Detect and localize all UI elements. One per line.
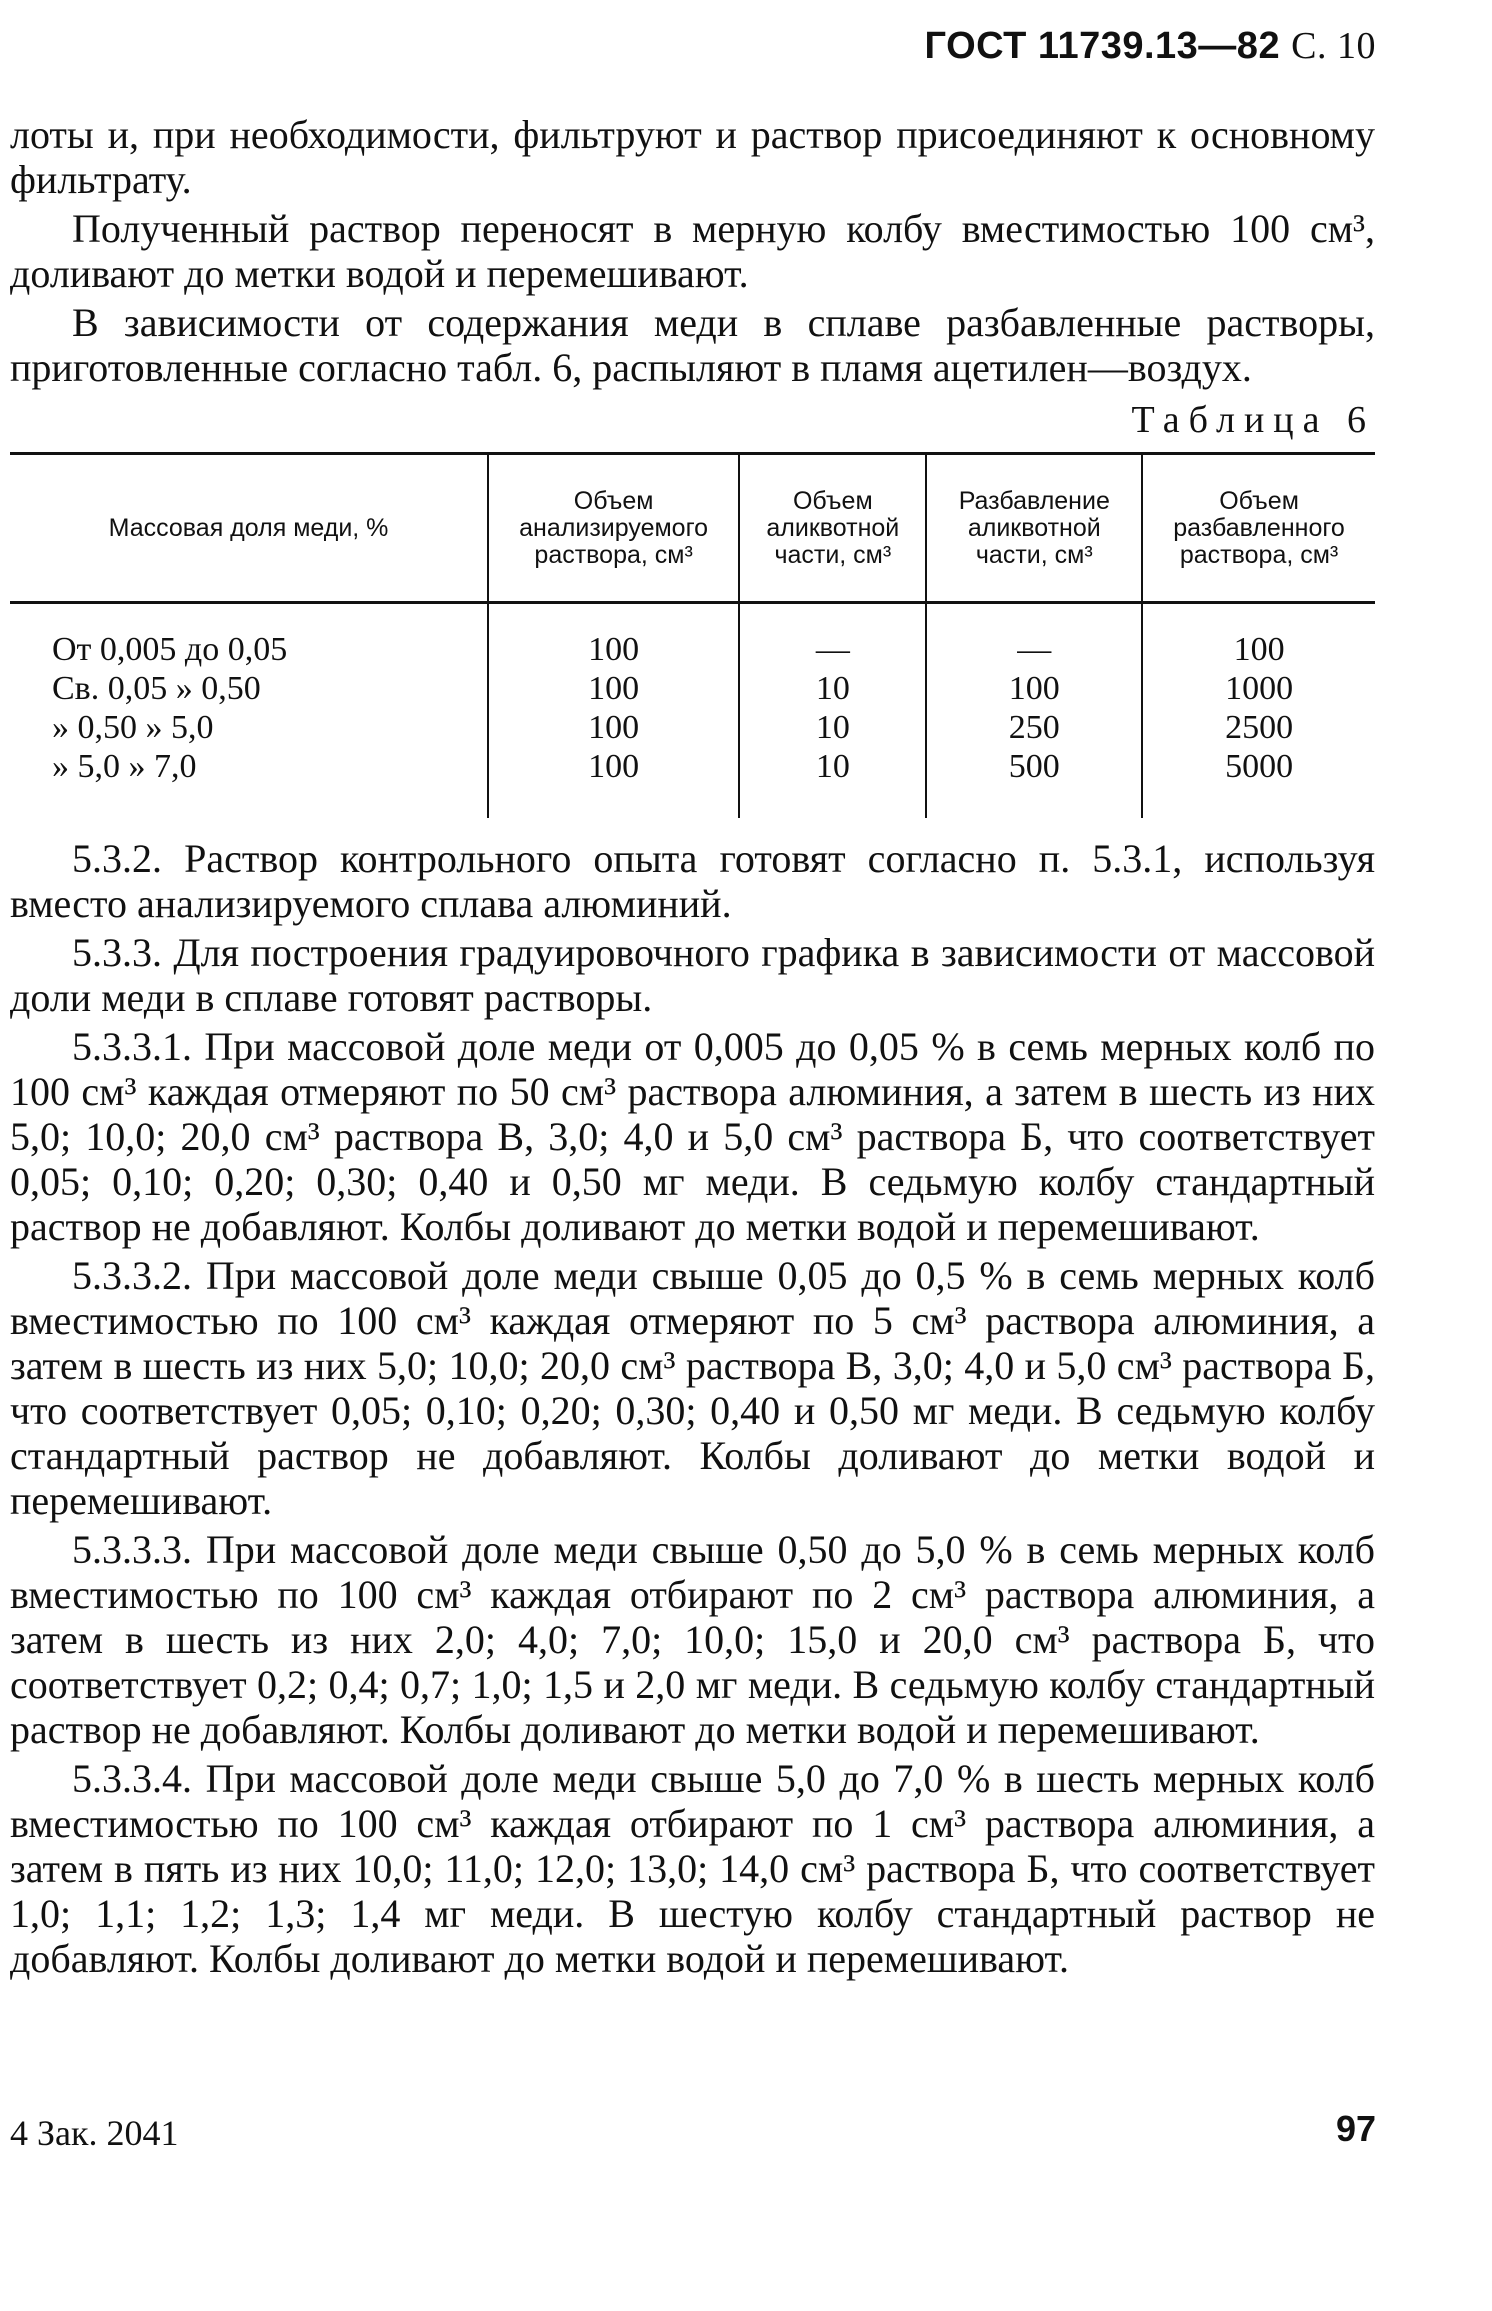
table-cell: От 0,005 до 0,05: [52, 631, 288, 668]
table-cell: 100: [488, 603, 739, 670]
paragraph-dilution: В зависимости от содержания меди в сплаве разбавленные растворы, приготовленные согласно табл. 6, распыляют в пламя ацетилен—воздух.: [10, 300, 1375, 390]
table-row: [10, 669, 1375, 708]
table-cell: 10: [739, 669, 926, 708]
table-cell: 250: [926, 708, 1142, 747]
table-cell: 10: [739, 708, 926, 747]
paragraph-5-3-3: 5.3.3. Для построения градуировочного графика в зависимости от массовой доли меди в сплаве готовят растворы.: [10, 930, 1375, 1020]
header-aliquot-dilution: Разбавление аликвотной части, см³: [926, 454, 1142, 603]
table-cell: » 0,50 » 5,0: [52, 709, 214, 746]
paragraph-continuation: лоты и, при необходимости, фильтруют и раствор присоединяют к основному фильтрату.: [10, 112, 1375, 202]
table-cell: 100: [926, 669, 1142, 708]
table-cell: 100: [488, 747, 739, 818]
paragraph-5-3-3-3: 5.3.3.3. При массовой доле меди свыше 0,50 до 5,0 % в семь мерных колб вместимостью по 100 см³ каждая отбирают по 2 см³ раствора алюминия, а затем в шесть из них 2,0; 4,0; 7,0; 10,0; 15,0 и 20,0 см³ раствора Б, что соответствует 0,2; 0,4; 0,7; 1,0; 1,5 и 2,0 мг меди. В седьмую колбу стандартный раствор не добавляют. Колбы доливают до метки водой и перемешивают.: [10, 1527, 1375, 1752]
document-body: [10, 112, 1375, 1985]
page-header: [925, 24, 1376, 68]
header-aliquot-volume: Объем аликвотной части, см³: [739, 454, 926, 603]
table-row: [10, 603, 1375, 670]
paragraph-5-3-3-4: 5.3.3.4. При массовой доле меди свыше 5,0 до 7,0 % в шесть мерных колб вместимостью по 100 см³ каждая отбирают по 1 см³ раствора алюминия, а затем в пять из них 10,0; 11,0; 12,0; 13,0; 14,0 см³ раствора Б, что соответствует 1,0; 1,1; 1,2; 1,3; 1,4 мг меди. В шестую колбу стандартный раствор не добавляют. Колбы доливают до метки водой и перемешивают.: [10, 1756, 1375, 1981]
table-row: [10, 708, 1375, 747]
table-cell: 100: [488, 708, 739, 747]
paragraph-transfer: Полученный раствор переносят в мерную колбу вместимостью 100 см³, доливают до метки водой и перемешивают.: [10, 206, 1375, 296]
table-cell: 100: [488, 669, 739, 708]
table-cell: 100: [1142, 603, 1375, 670]
table-cell: 10: [739, 747, 926, 818]
table-cell: 500: [926, 747, 1142, 818]
table-cell: 5000: [1142, 747, 1375, 818]
paragraph-5-3-3-2: 5.3.3.2. При массовой доле меди свыше 0,05 до 0,5 % в семь мерных колб вместимостью по 100 см³ каждая отмеряют по 5 см³ раствора алюминия, а затем в шесть из них 5,0; 10,0; 20,0 см³ раствора В, 3,0; 4,0 и 5,0 см³ раствора Б, что соответствует 0,05; 0,10; 0,20; 0,30; 0,40 и 0,50 мг меди. В седьмую колбу стандартный раствор не добавляют. Колбы доливают до метки водой и перемешивают.: [10, 1253, 1375, 1523]
table-cell: —: [926, 603, 1142, 670]
dilution-table: [10, 452, 1375, 818]
table-cell: » 5,0 » 7,0: [52, 748, 197, 785]
footer-order-number: 4 Зак. 2041: [10, 2113, 179, 2153]
page-reference: С. 10: [1291, 25, 1376, 67]
table-cell: 2500: [1142, 708, 1375, 747]
standard-number: ГОСТ 11739.13—82: [924, 25, 1281, 67]
table-row: [10, 747, 1375, 818]
header-copper-fraction: Массовая доля меди, %: [10, 454, 488, 603]
paragraph-5-3-3-1: 5.3.3.1. При массовой доле меди от 0,005 до 0,05 % в семь мерных колб по 100 см³ каждая отмеряют по 50 см³ раствора алюминия, а затем в шесть из них 5,0; 10,0; 20,0 см³ раствора В, 3,0; 4,0 и 5,0 см³ раствора Б, что соответствует 0,05; 0,10; 0,20; 0,30; 0,40 и 0,50 мг меди. В седьмую колбу стандартный раствор не добавляют. Колбы доливают до метки водой и перемешивают.: [10, 1024, 1375, 1249]
table-header-row: [10, 454, 1375, 603]
page-number: 97: [1335, 2108, 1376, 2149]
table-cell: 1000: [1142, 669, 1375, 708]
table-cell: —: [739, 603, 926, 670]
header-analyzed-volume: Объем анализируемого раствора, см³: [488, 454, 739, 603]
paragraph-5-3-2: 5.3.2. Раствор контрольного опыта готовят согласно п. 5.3.1, используя вместо анализируемого сплава алюминий.: [10, 836, 1375, 926]
table-caption: Таблица 6: [1131, 399, 1375, 441]
header-diluted-volume: Объем разбавленного раствора, см³: [1142, 454, 1375, 603]
table-cell: Св. 0,05 » 0,50: [52, 670, 261, 707]
